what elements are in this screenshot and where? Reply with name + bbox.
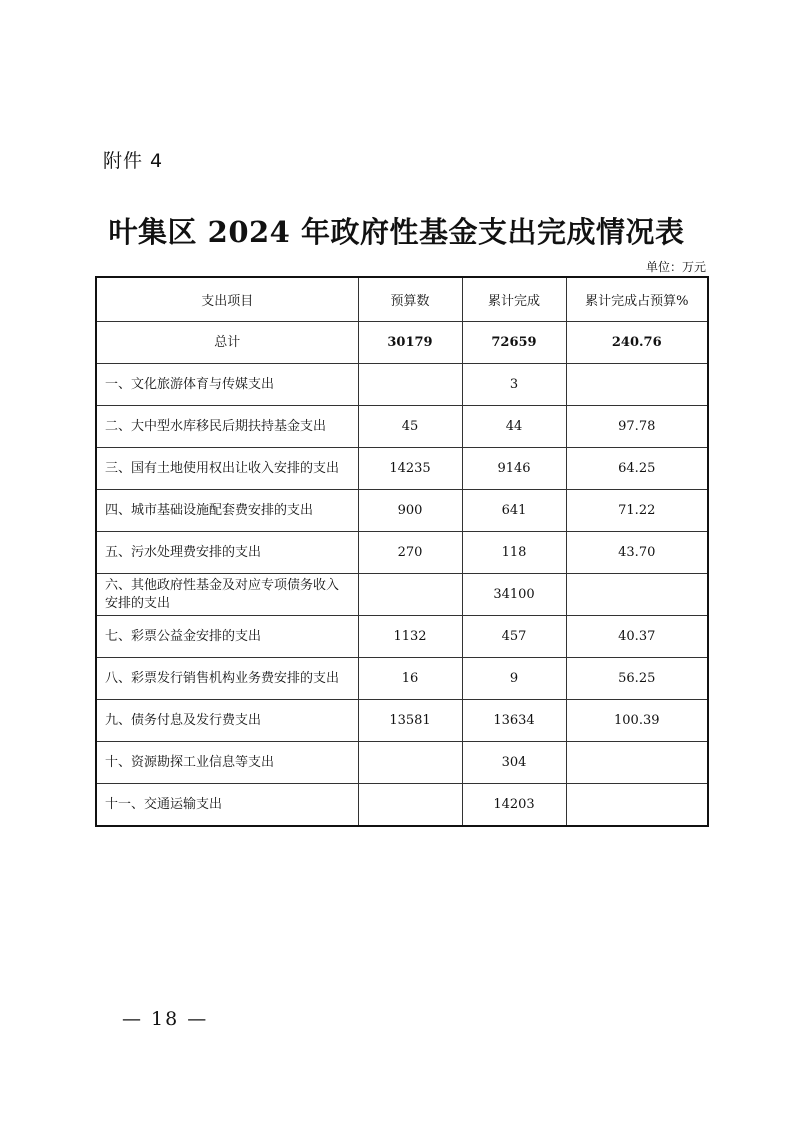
row-completed: 3 <box>462 364 566 406</box>
row-budget <box>358 364 462 406</box>
column-header-budget: 预算数 <box>358 277 462 322</box>
table-row <box>96 532 708 574</box>
row-budget: 14235 <box>358 448 462 490</box>
row-completed: 641 <box>462 490 566 532</box>
column-header-completed: 累计完成 <box>462 277 566 322</box>
table-row <box>96 742 708 784</box>
row-item-name: 二、大中型水库移民后期扶持基金支出 <box>96 406 358 448</box>
row-item-name: 八、彩票发行销售机构业务费安排的支出 <box>96 658 358 700</box>
row-ratio: 56.25 <box>566 658 708 700</box>
page-title: 叶集区 2024 年政府性基金支出完成情况表 <box>108 215 685 249</box>
row-item-name: 一、文化旅游体育与传媒支出 <box>96 364 358 406</box>
table-header-row <box>96 277 708 322</box>
row-completed: 34100 <box>462 574 566 616</box>
total-row <box>96 322 708 364</box>
row-item-name: 九、债务付息及发行费支出 <box>96 700 358 742</box>
total-completed: 72659 <box>462 322 566 364</box>
row-item-name: 五、污水处理费安排的支出 <box>96 532 358 574</box>
row-ratio <box>566 574 708 616</box>
row-completed: 304 <box>462 742 566 784</box>
table-row <box>96 784 708 827</box>
unit-label: 单位：万元 <box>645 260 706 274</box>
row-ratio: 64.25 <box>566 448 708 490</box>
attachment-label: 附件 4 <box>103 150 164 172</box>
table-row <box>96 406 708 448</box>
row-completed: 44 <box>462 406 566 448</box>
row-completed: 14203 <box>462 784 566 827</box>
page-number: — 18 — <box>122 1008 209 1030</box>
row-item-name: 十一、交通运输支出 <box>96 784 358 827</box>
row-completed: 13634 <box>462 700 566 742</box>
row-ratio: 71.22 <box>566 490 708 532</box>
table-row <box>96 448 708 490</box>
row-budget: 270 <box>358 532 462 574</box>
row-ratio <box>566 364 708 406</box>
row-item-name: 四、城市基础设施配套费安排的支出 <box>96 490 358 532</box>
table-row <box>96 364 708 406</box>
row-budget <box>358 742 462 784</box>
row-completed: 9146 <box>462 448 566 490</box>
row-item-name: 六、其他政府性基金及对应专项债务收入安排的支出 <box>96 574 358 616</box>
row-item-name: 三、国有土地使用权出让收入安排的支出 <box>96 448 358 490</box>
total-ratio: 240.76 <box>566 322 708 364</box>
fund-expenditure-table <box>95 276 709 827</box>
row-budget: 1132 <box>358 616 462 658</box>
row-ratio: 97.78 <box>566 406 708 448</box>
row-budget <box>358 784 462 827</box>
row-completed: 9 <box>462 658 566 700</box>
table-row <box>96 490 708 532</box>
row-ratio: 40.37 <box>566 616 708 658</box>
row-item-name: 七、彩票公益金安排的支出 <box>96 616 358 658</box>
row-ratio <box>566 784 708 827</box>
row-completed: 118 <box>462 532 566 574</box>
table-row <box>96 700 708 742</box>
column-header-ratio: 累计完成占预算% <box>566 277 708 322</box>
row-budget: 45 <box>358 406 462 448</box>
row-budget: 13581 <box>358 700 462 742</box>
total-budget: 30179 <box>358 322 462 364</box>
row-ratio: 100.39 <box>566 700 708 742</box>
row-budget <box>358 574 462 616</box>
row-completed: 457 <box>462 616 566 658</box>
row-budget: 16 <box>358 658 462 700</box>
column-header-item: 支出项目 <box>96 277 358 322</box>
row-item-name: 十、资源勘探工业信息等支出 <box>96 742 358 784</box>
total-label: 总计 <box>96 322 358 364</box>
table-row <box>96 574 708 616</box>
table-row <box>96 616 708 658</box>
row-ratio <box>566 742 708 784</box>
row-budget: 900 <box>358 490 462 532</box>
table-row <box>96 658 708 700</box>
row-ratio: 43.70 <box>566 532 708 574</box>
